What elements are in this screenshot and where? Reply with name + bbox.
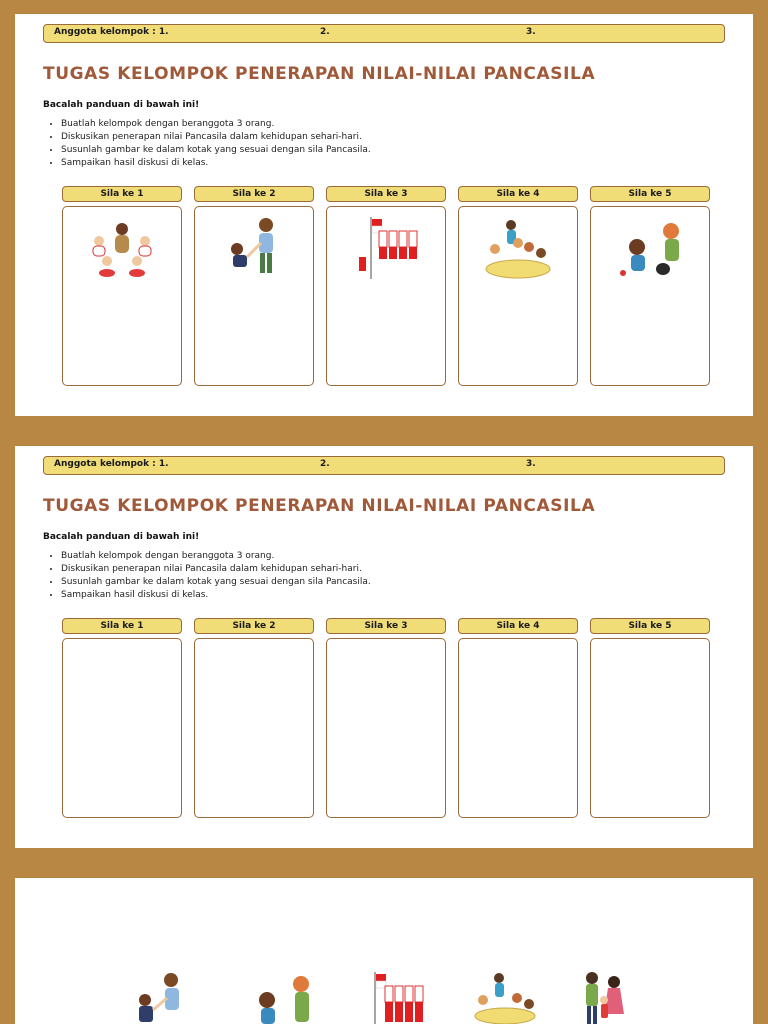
sila-1-drop-box[interactable] (62, 206, 182, 386)
sila-4-column (458, 618, 578, 818)
sila-5-drop-box[interactable] (590, 206, 710, 386)
flag-ceremony-illustration[interactable] (355, 970, 435, 1024)
member-2-label: 2. (320, 27, 330, 37)
sila-5-drop-box[interactable] (590, 638, 710, 818)
sila-2-column (194, 618, 314, 818)
sila-2-drop-box[interactable] (194, 206, 314, 386)
sila-1-label: Sila ke 1 (62, 186, 182, 202)
instruction-item: • Sampaikan hasil diskusi di kelas. (61, 589, 371, 602)
picture-cutout-sheet (15, 878, 753, 1024)
instruction-item: • Susunlah gambar ke dalam kotak yang sesuai dengan sila Pancasila. (61, 144, 371, 157)
helping-friend-illustration[interactable] (125, 970, 205, 1024)
instruction-list (43, 118, 371, 170)
sila-3-column (326, 186, 446, 386)
worksheet-title: TUGAS KELOMPOK PENERAPAN NILAI-NILAI PANCASILA (43, 64, 596, 84)
children-praying-illustration[interactable] (77, 213, 167, 285)
member-2-label: 2. (320, 459, 330, 469)
sila-2-label: Sila ke 2 (194, 186, 314, 202)
sila-2-drop-box[interactable] (194, 638, 314, 818)
instruction-item: • Sampaikan hasil diskusi di kelas. (61, 157, 371, 170)
sila-4-label: Sila ke 4 (458, 618, 578, 634)
sila-3-drop-box[interactable] (326, 206, 446, 386)
member-1-label: Anggota kelompok : 1. (54, 459, 169, 469)
worksheet-1 (15, 14, 753, 416)
sila-1-column (62, 618, 182, 818)
sila-1-label: Sila ke 1 (62, 618, 182, 634)
group-members-bar (43, 456, 725, 475)
instruction-list (43, 550, 371, 602)
sharing-toys-illustration[interactable] (245, 970, 325, 1024)
instruction-item: • Diskusikan penerapan nilai Pancasila dalam kehidupan sehari-hari. (61, 131, 371, 144)
sila-1-drop-box[interactable] (62, 638, 182, 818)
helping-friend-illustration[interactable] (209, 213, 299, 285)
sila-4-drop-box[interactable] (458, 206, 578, 386)
flag-ceremony-illustration[interactable] (341, 213, 431, 285)
instruction-item: • Diskusikan penerapan nilai Pancasila dalam kehidupan sehari-hari. (61, 563, 371, 576)
guide-heading: Bacalah panduan di bawah ini! (43, 100, 200, 110)
sila-5-label: Sila ke 5 (590, 186, 710, 202)
sila-2-label: Sila ke 2 (194, 618, 314, 634)
sila-2-column (194, 186, 314, 386)
group-discussion-illustration[interactable] (473, 213, 563, 285)
instruction-item: • Buatlah kelompok dengan beranggota 3 orang. (61, 550, 371, 563)
sila-3-drop-box[interactable] (326, 638, 446, 818)
sila-4-column (458, 186, 578, 386)
sharing-toys-illustration[interactable] (605, 213, 695, 285)
guide-heading: Bacalah panduan di bawah ini! (43, 532, 200, 542)
group-members-bar (43, 24, 725, 43)
sila-4-drop-box[interactable] (458, 638, 578, 818)
member-1-label: Anggota kelompok : 1. (54, 27, 169, 37)
sila-4-label: Sila ke 4 (458, 186, 578, 202)
sila-5-column (590, 186, 710, 386)
instruction-item: • Susunlah gambar ke dalam kotak yang sesuai dengan sila Pancasila. (61, 576, 371, 589)
worksheet-2 (15, 446, 753, 848)
sila-5-column (590, 618, 710, 818)
member-3-label: 3. (526, 459, 536, 469)
sila-3-label: Sila ke 3 (326, 186, 446, 202)
family-illustration[interactable] (570, 970, 650, 1024)
instruction-item: • Buatlah kelompok dengan beranggota 3 orang. (61, 118, 371, 131)
group-discussion-illustration[interactable] (465, 970, 545, 1024)
sila-3-column (326, 618, 446, 818)
sila-1-column (62, 186, 182, 386)
worksheet-title: TUGAS KELOMPOK PENERAPAN NILAI-NILAI PANCASILA (43, 496, 596, 516)
member-3-label: 3. (526, 27, 536, 37)
sila-3-label: Sila ke 3 (326, 618, 446, 634)
sila-5-label: Sila ke 5 (590, 618, 710, 634)
